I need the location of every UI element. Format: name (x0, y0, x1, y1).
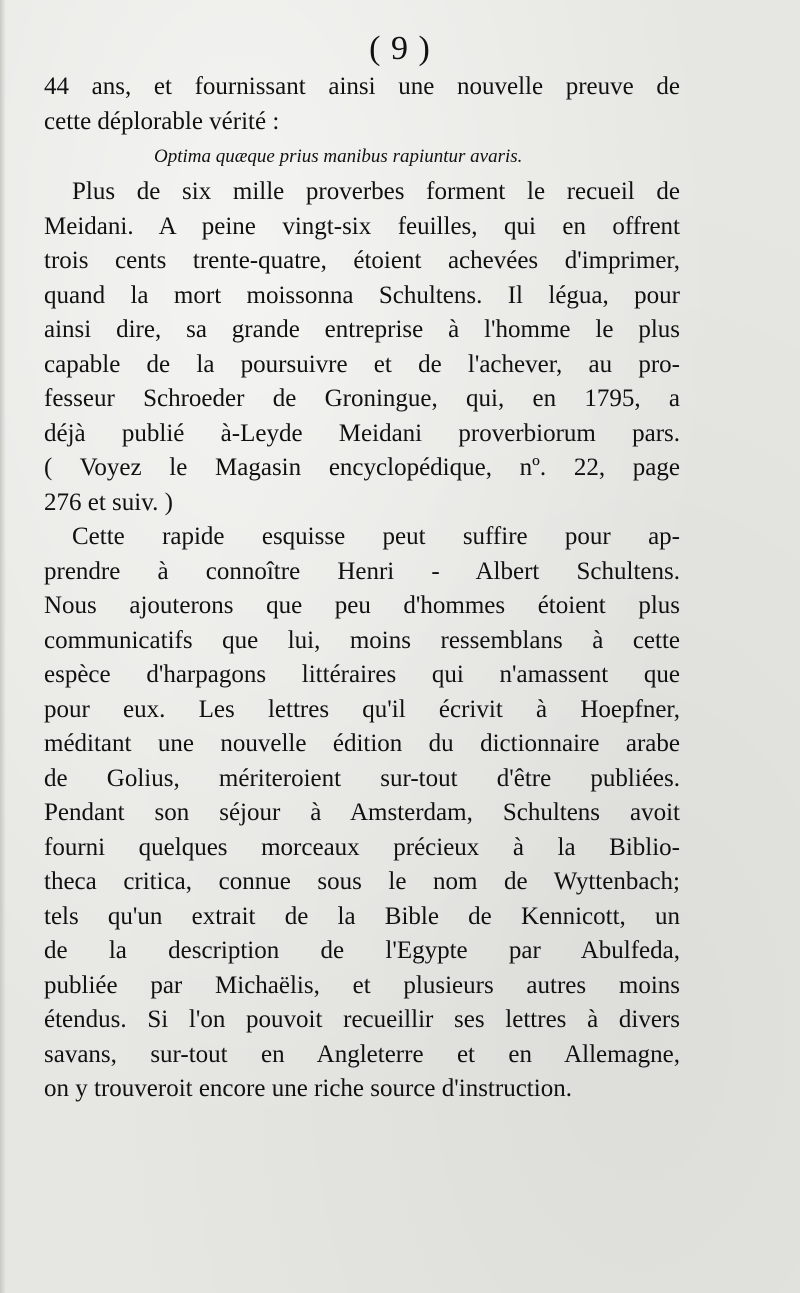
text-line: Nous ajouterons que peu d'hommes étoient plus (44, 592, 680, 619)
text-line: communicatifs que lui, moins ressemblans à cette (44, 626, 680, 654)
text-line: theca critica, connue sous le nom de Wyttenbach; (44, 868, 680, 895)
text-line: on y trouveroit encore une riche source d'instruction. (44, 1075, 572, 1102)
text-line: tels qu'un extrait de la Bible de Kennicott, un (44, 902, 680, 930)
text-line: pour eux. Les lettres qu'il écrivit à Hoepfner, (44, 695, 680, 723)
text-line: Plus de six mille proverbes forment le recueil de (72, 178, 680, 205)
text-line: 44 ans, et fournissant ainsi une nouvelle preuve de (44, 73, 680, 100)
page-body (44, 70, 680, 1107)
text-line: de la description de l'Egypte par Abulfeda, (44, 937, 680, 964)
text-line: Pendant son séjour à Amsterdam, Schultens avoit (44, 799, 680, 826)
text-line: publiée par Michaëlis, et plusieurs autres moins (44, 971, 680, 999)
text-line: trois cents trente-quatre, étoient achevées d'imprimer, (44, 247, 680, 274)
text-line: de Golius, mériteroient sur-tout d'être publiées. (44, 764, 680, 792)
text-line: Meidani. A peine vingt-six feuilles, qui en offrent (44, 212, 680, 240)
text-line: 276 et suiv. ) (44, 488, 173, 516)
text-line: fesseur Schroeder de Groningue, qui, en 1795, a (44, 385, 680, 412)
text-line: capable de la poursuivre et de l'achever, au pro- (44, 350, 680, 378)
text-line: espèce d'harpagons littéraires qui n'amassent que (44, 661, 680, 688)
text-line: déjà publié à-Leyde Meidani proverbiorum pars. (44, 419, 680, 447)
latin-quote: Optima quæque prius manibus rapiuntur avaris. (154, 146, 523, 167)
text-line: fourni quelques morceaux précieux à la Biblio- (44, 833, 680, 861)
text-line: étendus. Si l'on pouvoit recueillir ses lettres à divers (44, 1006, 680, 1033)
page-number: ( 9 ) (369, 30, 431, 67)
text-line: quand la mort moissonna Schultens. Il légua, pour (44, 281, 680, 309)
text-line: prendre à connoître Henri - Albert Schultens. (44, 557, 680, 585)
text-line: Cette rapide esquisse peut suffire pour ap- (72, 523, 680, 550)
text-line: méditant une nouvelle édition du dictionnaire arabe (44, 730, 680, 757)
text-line: ainsi dire, sa grande entreprise à l'homme le plus (44, 316, 680, 343)
text-line: ( Voyez le Magasin encyclopédique, nº. 22, page (44, 454, 680, 481)
text-line: savans, sur-tout en Angleterre et en Allemagne, (44, 1040, 680, 1068)
text-line: cette déplorable vérité : (44, 107, 280, 135)
